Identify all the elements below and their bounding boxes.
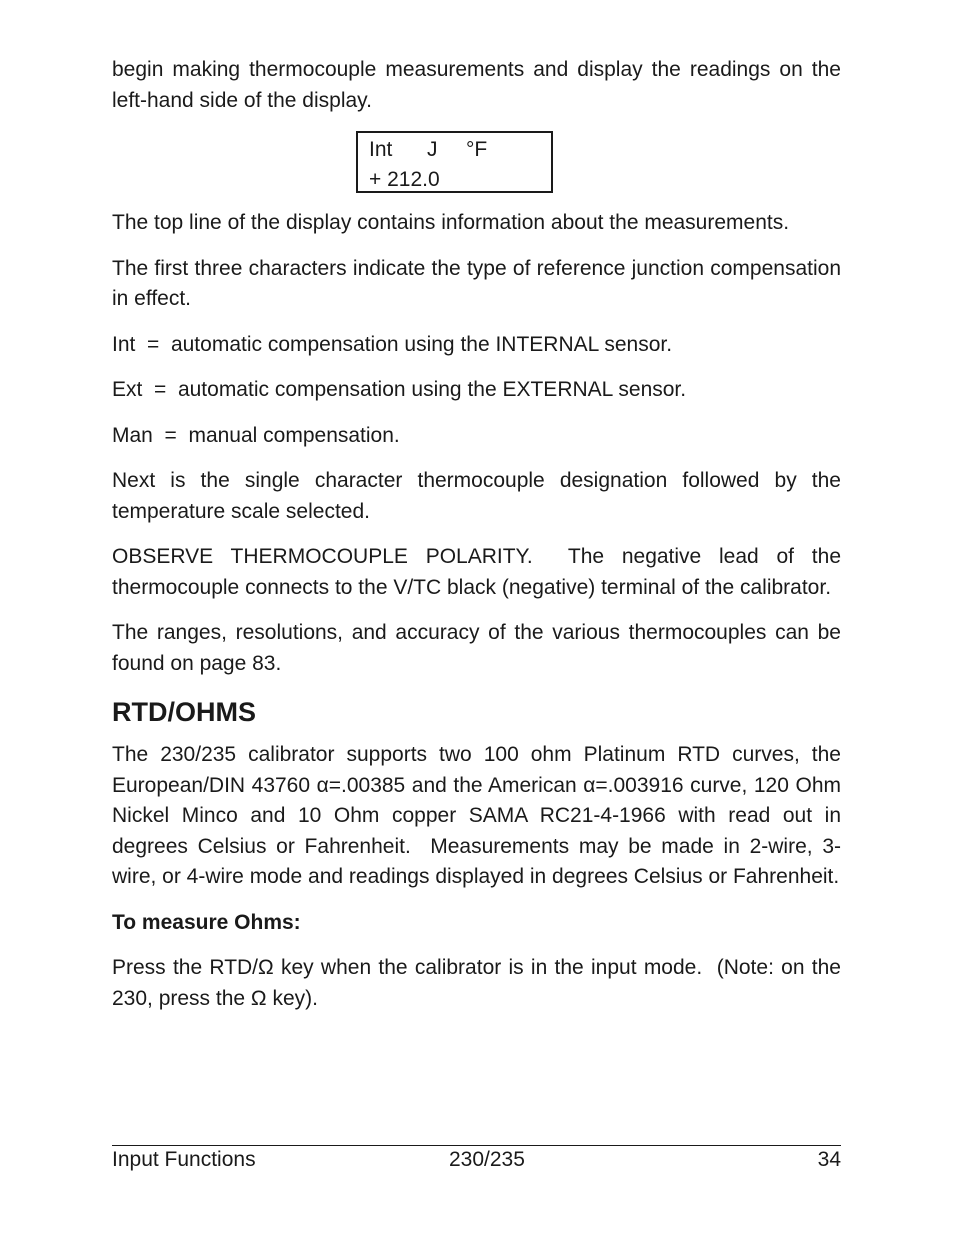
- measure-ohms-subheading: To measure Ohms:: [112, 910, 301, 934]
- display-compensation: Int: [369, 138, 393, 161]
- man-definition: Man = manual compensation.: [112, 423, 400, 447]
- footer-page-number: 34: [817, 1148, 841, 1171]
- display-scale: °F: [466, 138, 488, 161]
- footer-model: 230/235: [449, 1148, 525, 1171]
- display-reading: + 212.0: [369, 168, 440, 191]
- calibrator-display-example: [356, 131, 553, 193]
- top-line-paragraph: The top line of the display contains information about the measurements.: [112, 211, 790, 234]
- measure-ohms-instruction: Press the RTD/Ω key when the calibrator is in the input mode. (Note: on the 230, press the Ω key).: [112, 956, 847, 1010]
- intro-paragraph: begin making thermocouple measurements and display the readings on the left-hand side of the display.: [112, 58, 841, 112]
- footer-section-title: Input Functions: [112, 1148, 256, 1171]
- ranges-paragraph: The ranges, resolutions, and accuracy of the various thermocouples can be found on page 83.: [112, 621, 841, 675]
- rtd-body-paragraph: The 230/235 calibrator supports two 100 ohm Platinum RTD curves, the European/DIN 43760 α=.00385 and the American α=.003916 curve, 120 Ohm Nickel Minco and 10 Ohm copper SAMA RC21-4-1966 with read out in degrees Celsius or Fahrenheit. Measurements may be made in 2-wire, 3-wire, or 4-wire mode and readings displayed in degrees Celsius or Fahrenheit.: [112, 743, 847, 888]
- display-top-line: [369, 135, 551, 165]
- int-definition: Int = automatic compensation using the INTERNAL sensor.: [112, 332, 673, 356]
- rtd-ohms-heading: RTD/OHMS: [112, 697, 256, 727]
- polarity-paragraph: OBSERVE THERMOCOUPLE POLARITY. The negative lead of the thermocouple connects to the V/TC black (negative) terminal of the calibrator.: [112, 545, 847, 599]
- page-body: [112, 55, 847, 1029]
- next-paragraph: Next is the single character thermocouple designation followed by the temperature scale selected.: [112, 469, 841, 523]
- ext-definition: Ext = automatic compensation using the EXTERNAL sensor.: [112, 378, 687, 401]
- first-three-paragraph: The first three characters indicate the type of reference junction compensation in effect.: [112, 256, 841, 310]
- display-tc-type: J: [427, 138, 438, 161]
